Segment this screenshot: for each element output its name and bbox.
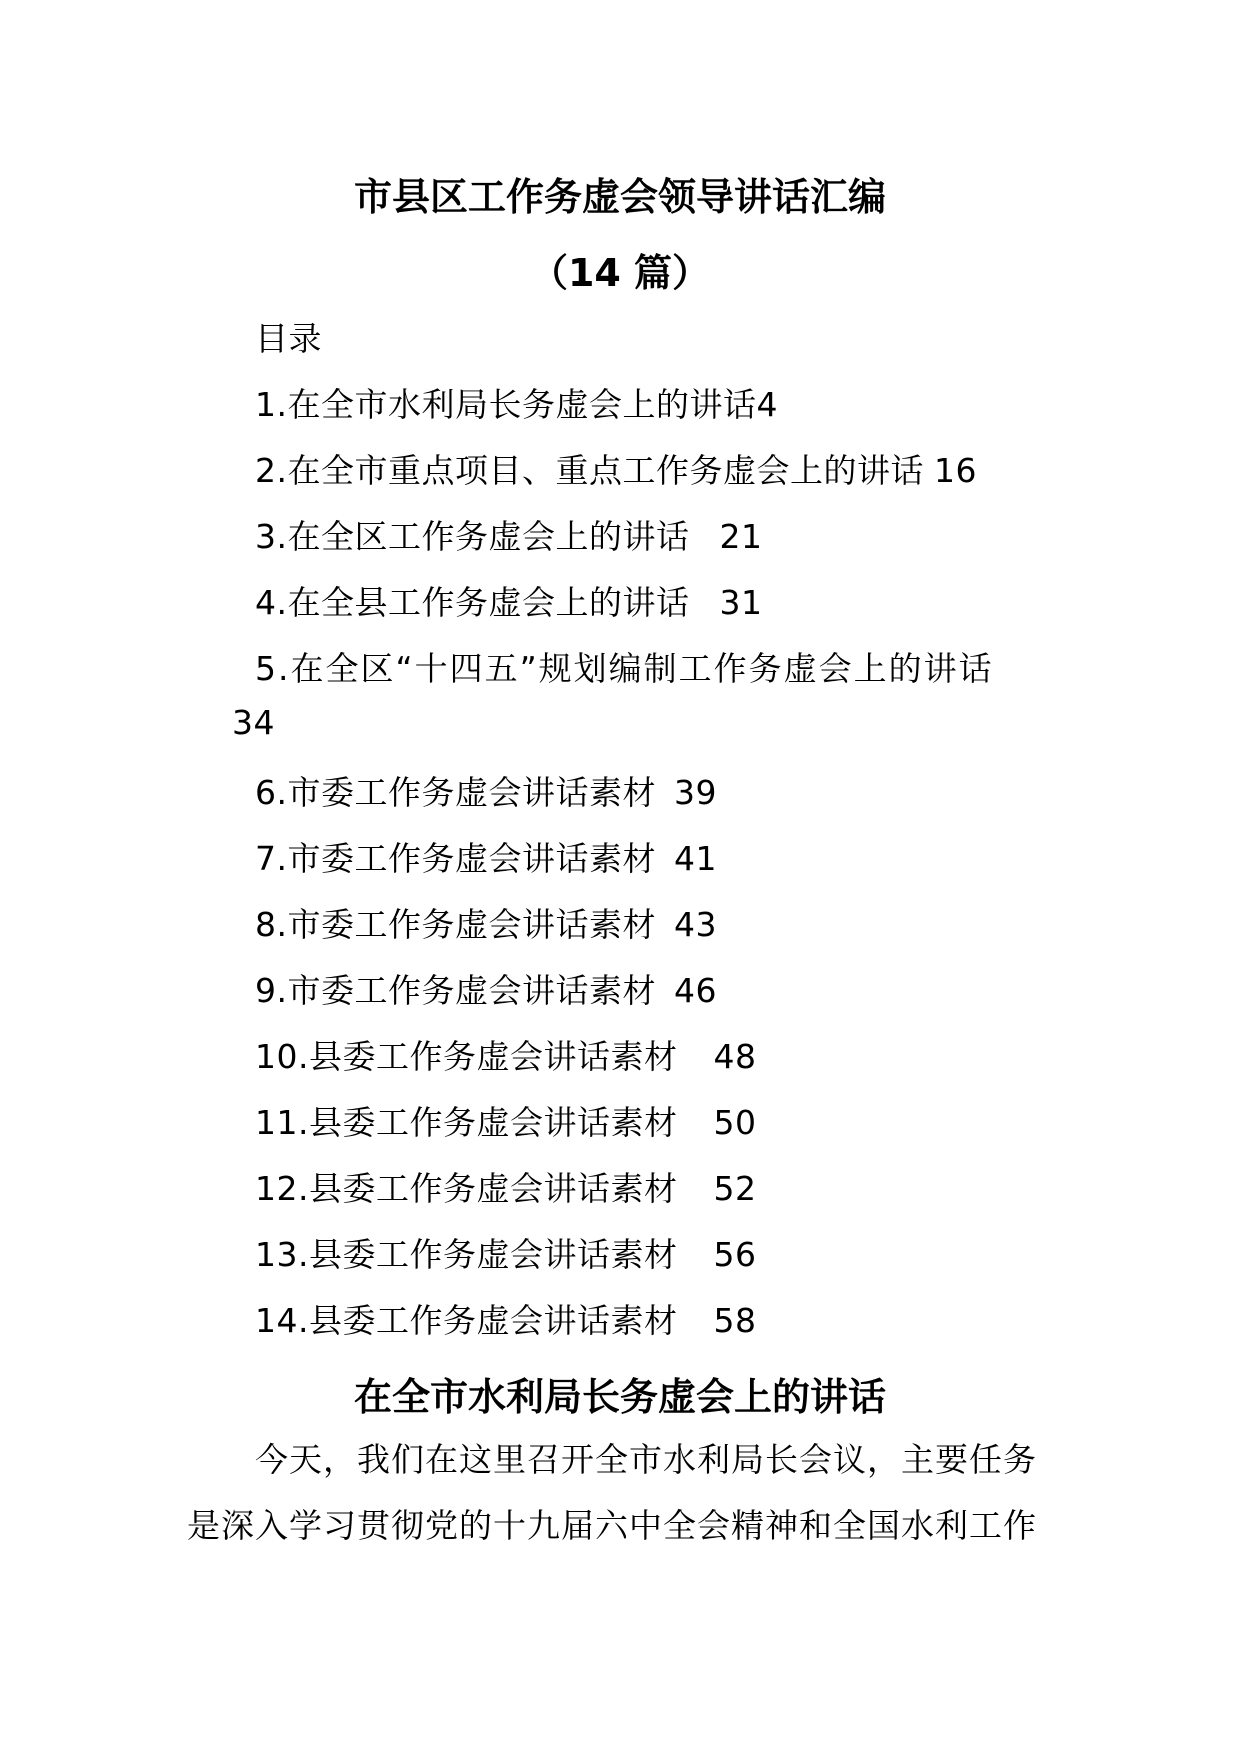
toc-entry-label: 3.在全区工作务虚会上的讲话 [255, 517, 690, 556]
toc-entry-page: 21 [719, 517, 763, 556]
toc-entry[interactable] [255, 899, 717, 946]
toc-entry[interactable] [255, 965, 717, 1012]
toc-heading: 目录 [255, 319, 322, 358]
toc-entry[interactable] [255, 1031, 756, 1078]
toc-entry-label: 8.市委工作务虚会讲话素材 [255, 905, 656, 944]
toc-entry-page: 4 [756, 385, 778, 424]
section-title: 在全市水利局长务虚会上的讲话 [353, 1375, 886, 1419]
toc-entry[interactable] [255, 833, 717, 880]
toc-entry-page: 58 [713, 1301, 757, 1340]
toc-entry-label: 2.在全市重点项目、重点工作务虚会上的讲话 [255, 451, 924, 490]
paragraph-line: 今天，我们在这里召开全市水利局长会议，主要任务 [255, 1440, 1037, 1479]
toc-entry-page: 41 [674, 839, 717, 878]
toc-entry[interactable] [255, 445, 977, 492]
toc-entry-label: 4.在全县工作务虚会上的讲话 [255, 583, 690, 622]
document-subtitle: （14 篇） [529, 251, 711, 295]
toc-entry-label: 10.县委工作务虚会讲话素材 [255, 1037, 678, 1076]
toc-entry-page: 16 [934, 451, 977, 490]
toc-entry[interactable] [255, 1097, 756, 1144]
paragraph-line: 是深入学习贯彻党的十九届六中全会精神和全国水利工作 [187, 1506, 1037, 1545]
toc-entry[interactable] [255, 1229, 756, 1276]
toc-entry-label: 7.市委工作务虚会讲话素材 [255, 839, 656, 878]
toc-entry[interactable] [255, 577, 763, 624]
toc-entry-label: 14.县委工作务虚会讲话素材 [255, 1301, 678, 1340]
toc-entry-label: 9.市委工作务虚会讲话素材 [255, 971, 656, 1010]
toc-entry-page: 52 [713, 1169, 757, 1208]
toc-entry[interactable] [255, 1163, 756, 1210]
toc-entry-page[interactable]: 34 [232, 703, 275, 742]
toc-entry[interactable] [255, 1295, 756, 1342]
toc-entry-label: 12.县委工作务虚会讲话素材 [255, 1169, 678, 1208]
toc-entry-label: 1.在全市水利局长务虚会上的讲话 [255, 385, 757, 424]
toc-entry-page: 56 [713, 1235, 757, 1274]
document-title: 市县区工作务虚会领导讲话汇编 [353, 175, 886, 219]
toc-entry[interactable] [255, 767, 717, 814]
toc-entry-label: 11.县委工作务虚会讲话素材 [255, 1103, 678, 1142]
toc-entry-page: 50 [713, 1103, 757, 1142]
toc-entry-page: 31 [719, 583, 763, 622]
toc-entry-page: 48 [713, 1037, 757, 1076]
toc-entry[interactable]: 5.在全区“十四五”规划编制工作务虚会上的讲话 [255, 649, 994, 688]
toc-entry[interactable] [255, 511, 763, 558]
toc-entry[interactable] [255, 379, 778, 426]
toc-entry-page: 46 [674, 971, 717, 1010]
toc-entry-label: 6.市委工作务虚会讲话素材 [255, 773, 656, 812]
toc-entry-page: 43 [674, 905, 717, 944]
toc-entry-page: 39 [674, 773, 717, 812]
toc-entry-label: 13.县委工作务虚会讲话素材 [255, 1235, 678, 1274]
